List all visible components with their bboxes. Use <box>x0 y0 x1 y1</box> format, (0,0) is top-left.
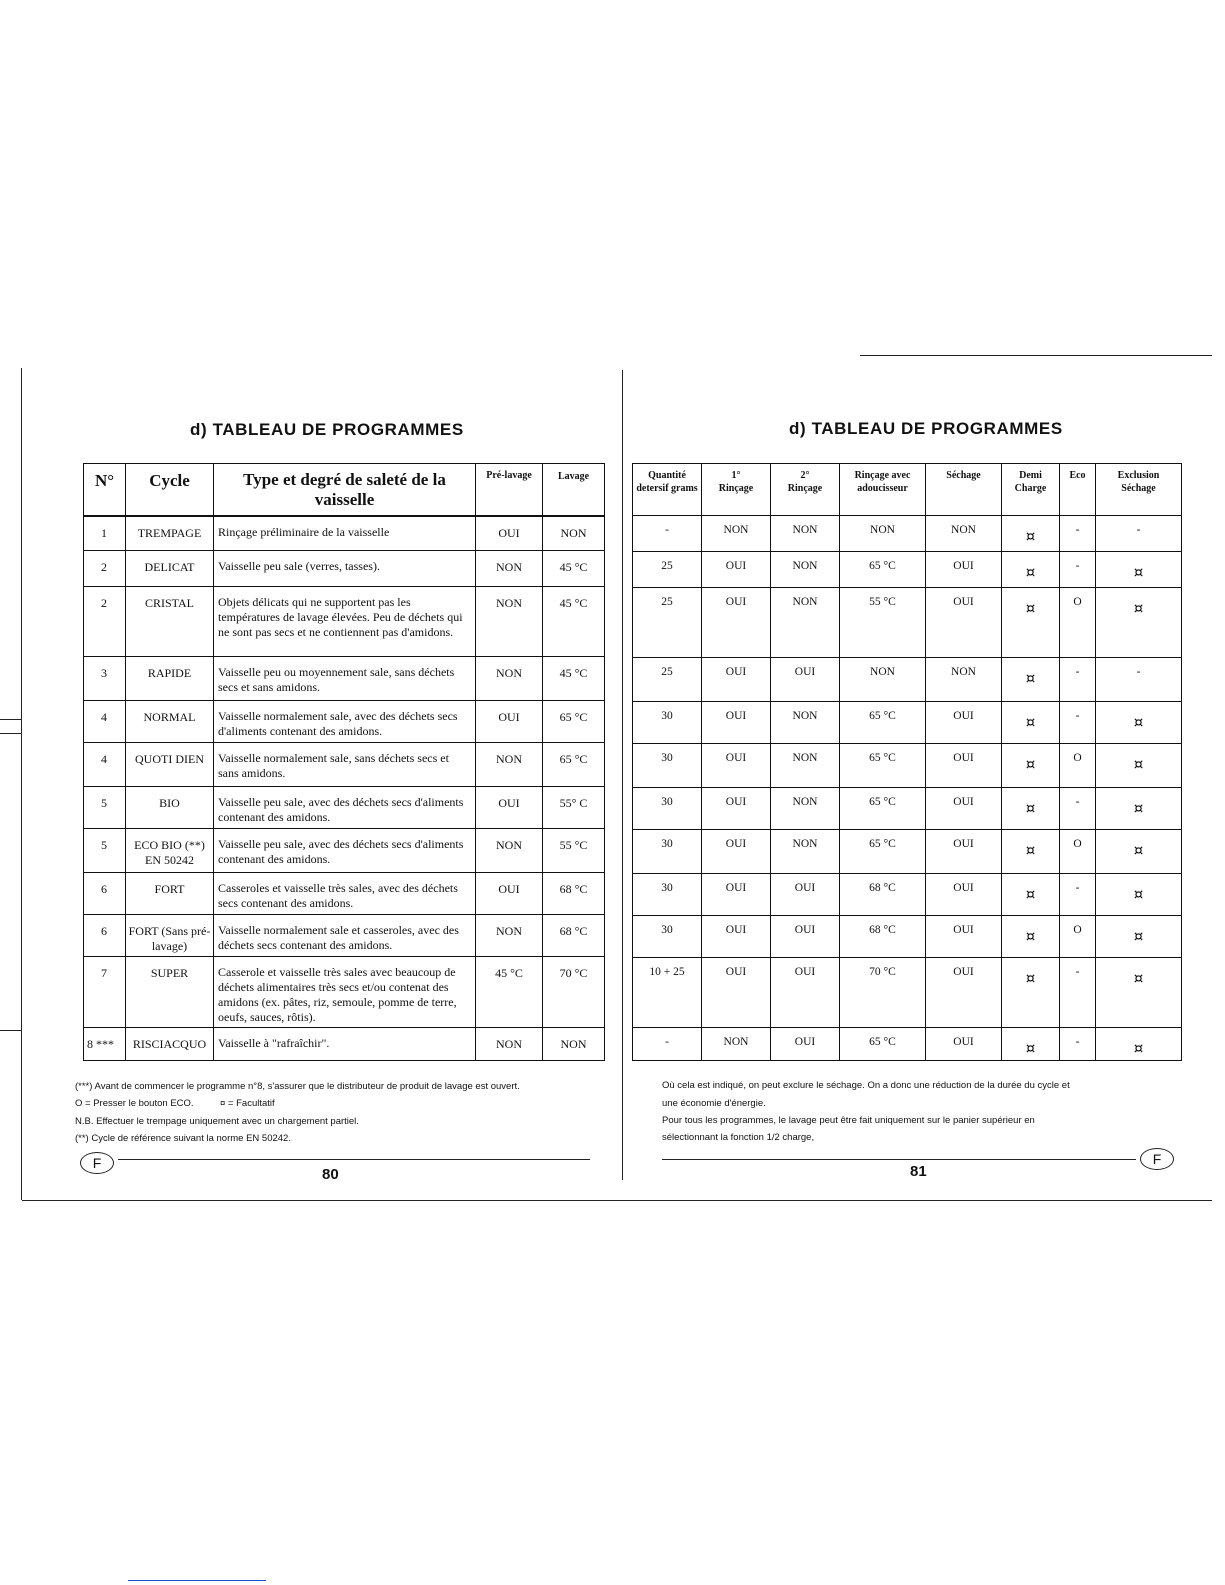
cell-demi-charge: ¤ <box>1002 516 1060 552</box>
right-page-number: 81 <box>910 1163 927 1180</box>
table-row <box>633 702 1182 744</box>
table-row <box>633 516 1182 552</box>
row-number: 4 <box>84 701 126 743</box>
right-program-table <box>632 463 1182 1061</box>
row-cycle: SUPER <box>126 957 214 1028</box>
cell-quantite: - <box>633 1028 702 1061</box>
cell-rincage-1: OUI <box>702 830 771 874</box>
cell-demi-charge: ¤ <box>1002 552 1060 588</box>
cell-rincage-1: OUI <box>702 916 771 958</box>
table-row <box>84 873 605 915</box>
cell-sechage: OUI <box>926 588 1002 658</box>
table-row <box>84 915 605 957</box>
cell-rincage-adoucisseur: 65 °C <box>840 702 926 744</box>
header-cycle: Cycle <box>126 464 214 516</box>
cell-rincage-adoucisseur: 65 °C <box>840 744 926 788</box>
cell-demi-charge: ¤ <box>1002 830 1060 874</box>
cell-demi-charge: ¤ <box>1002 874 1060 916</box>
cell-rincage-adoucisseur: 55 °C <box>840 588 926 658</box>
row-cycle: CRISTAL <box>126 587 214 657</box>
row-number: 5 <box>84 829 126 873</box>
row-prelavage: OUI <box>476 873 543 915</box>
row-cycle: TREMPAGE <box>126 516 214 551</box>
cell-rincage-2: NON <box>771 516 840 552</box>
left-note-4: (**) Cycle de référence suivant la norme EN 50242. <box>75 1133 291 1144</box>
row-lavage: 68 °C <box>543 873 605 915</box>
cell-exclusion-sechage: ¤ <box>1096 916 1182 958</box>
left-program-table <box>83 463 605 1061</box>
left-margin-line <box>21 368 22 1200</box>
cell-rincage-2: NON <box>771 744 840 788</box>
cell-exclusion-sechage: ¤ <box>1096 552 1182 588</box>
cell-rincage-1: NON <box>702 516 771 552</box>
cell-demi-charge: ¤ <box>1002 1028 1060 1061</box>
table-row <box>84 957 605 1028</box>
row-lavage: 55 °C <box>543 829 605 873</box>
cell-sechage: OUI <box>926 702 1002 744</box>
cell-sechage: OUI <box>926 958 1002 1028</box>
cell-rincage-1: OUI <box>702 552 771 588</box>
row-cycle: RISCIACQUO <box>126 1028 214 1061</box>
cell-demi-charge: ¤ <box>1002 744 1060 788</box>
right-footer-rule <box>662 1159 1136 1160</box>
row-prelavage: NON <box>476 551 543 587</box>
cell-rincage-adoucisseur: 70 °C <box>840 958 926 1028</box>
table-row <box>633 958 1182 1028</box>
row-cycle: RAPIDE <box>126 657 214 701</box>
header-type: Type et degré de saleté de la vaisselle <box>214 464 476 516</box>
table-row <box>633 1028 1182 1061</box>
right-page-title: d) TABLEAU DE PROGRAMMES <box>789 419 1063 438</box>
table-row <box>633 658 1182 702</box>
cell-rincage-2: OUI <box>771 874 840 916</box>
row-type-description: Vaisselle normalement sale et casseroles, avec des déchets secs contenant des amidons. <box>214 915 476 957</box>
row-number: 5 <box>84 787 126 829</box>
cell-eco: - <box>1060 1028 1096 1061</box>
cell-eco: O <box>1060 588 1096 658</box>
row-prelavage: OUI <box>476 787 543 829</box>
left-tick-2 <box>0 733 21 734</box>
cell-exclusion-sechage: ¤ <box>1096 702 1182 744</box>
cell-sechage: OUI <box>926 916 1002 958</box>
right-note-2: une économie d'énergie. <box>662 1098 766 1109</box>
cell-rincage-2: OUI <box>771 916 840 958</box>
top-rule <box>860 355 1212 356</box>
table-row <box>633 788 1182 830</box>
row-lavage: 45 °C <box>543 657 605 701</box>
header-eco: Eco <box>1060 464 1096 516</box>
row-number: 7 <box>84 957 126 1028</box>
table-row <box>633 552 1182 588</box>
cell-sechage: OUI <box>926 874 1002 916</box>
cell-rincage-1: OUI <box>702 658 771 702</box>
cell-quantite: - <box>633 516 702 552</box>
cell-demi-charge: ¤ <box>1002 916 1060 958</box>
row-lavage: 45 °C <box>543 587 605 657</box>
cell-eco: O <box>1060 744 1096 788</box>
table-row <box>84 587 605 657</box>
cell-demi-charge: ¤ <box>1002 958 1060 1028</box>
table-row <box>84 657 605 701</box>
cell-rincage-2: NON <box>771 552 840 588</box>
cell-demi-charge: ¤ <box>1002 702 1060 744</box>
table-row <box>84 787 605 829</box>
row-cycle: QUOTI DIEN <box>126 743 214 787</box>
row-lavage: 70 °C <box>543 957 605 1028</box>
cell-sechage: OUI <box>926 830 1002 874</box>
row-prelavage: NON <box>476 657 543 701</box>
row-lavage: 65 °C <box>543 743 605 787</box>
row-cycle: FORT (Sans pré-lavage) <box>126 915 214 957</box>
right-note-1: Où cela est indiqué, on peut exclure le séchage. On a donc une réduction de la durée du cycle et <box>662 1080 1070 1091</box>
header-quantite: Quantité detersif grams <box>633 464 702 516</box>
cell-sechage: OUI <box>926 788 1002 830</box>
cell-rincage-1: NON <box>702 1028 771 1061</box>
table-row <box>633 588 1182 658</box>
row-prelavage: NON <box>476 829 543 873</box>
row-cycle: BIO <box>126 787 214 829</box>
cell-exclusion-sechage: - <box>1096 658 1182 702</box>
cell-quantite: 30 <box>633 702 702 744</box>
right-note-4: sélectionnant la fonction 1/2 charge, <box>662 1132 815 1143</box>
left-page-number: 80 <box>322 1166 339 1183</box>
cell-demi-charge: ¤ <box>1002 588 1060 658</box>
row-cycle: NORMAL <box>126 701 214 743</box>
cell-exclusion-sechage: ¤ <box>1096 830 1182 874</box>
cell-rincage-adoucisseur: 65 °C <box>840 830 926 874</box>
right-note-3: Pour tous les programmes, le lavage peut être fait uniquement sur le panier supérieur en <box>662 1115 1035 1126</box>
row-number: 6 <box>84 873 126 915</box>
row-type-description: Vaisselle peu ou moyennement sale, sans déchets secs et sans amidons. <box>214 657 476 701</box>
table-row <box>84 829 605 873</box>
cell-rincage-adoucisseur: 68 °C <box>840 916 926 958</box>
cell-exclusion-sechage: ¤ <box>1096 788 1182 830</box>
row-prelavage: NON <box>476 587 543 657</box>
cell-eco: - <box>1060 552 1096 588</box>
cell-rincage-adoucisseur: 68 °C <box>840 874 926 916</box>
table-row <box>84 743 605 787</box>
header-rincage-1: 1° Rinçage <box>702 464 771 516</box>
row-prelavage: 45 °C <box>476 957 543 1028</box>
cell-eco: - <box>1060 702 1096 744</box>
row-number: 1 <box>84 516 126 551</box>
center-fold-line <box>622 370 623 1180</box>
row-type-description: Objets délicats qui ne supportent pas les températures de lavage élevées. Peu de déchets qui ne sont pas secs et ne contiennent pas d'amidons. <box>214 587 476 657</box>
cell-rincage-1: OUI <box>702 874 771 916</box>
cell-sechage: NON <box>926 658 1002 702</box>
cell-rincage-1: OUI <box>702 702 771 744</box>
cell-quantite: 25 <box>633 552 702 588</box>
table-row <box>84 551 605 587</box>
header-rincage-2: 2° Rinçage <box>771 464 840 516</box>
cell-exclusion-sechage: - <box>1096 516 1182 552</box>
row-type-description: Vaisselle peu sale (verres, tasses). <box>214 551 476 587</box>
table-header-row <box>84 464 605 516</box>
cell-exclusion-sechage: ¤ <box>1096 874 1182 916</box>
row-type-description: Vaisselle normalement sale, sans déchets secs et sans amidons. <box>214 743 476 787</box>
row-type-description: Vaisselle normalement sale, avec des déchets secs d'aliments contenant des amidons. <box>214 701 476 743</box>
cell-quantite: 25 <box>633 658 702 702</box>
cell-eco: - <box>1060 658 1096 702</box>
cell-rincage-1: OUI <box>702 788 771 830</box>
cell-quantite: 30 <box>633 788 702 830</box>
row-prelavage: OUI <box>476 701 543 743</box>
row-number: 6 <box>84 915 126 957</box>
left-footer-rule <box>118 1159 590 1160</box>
cell-rincage-2: NON <box>771 588 840 658</box>
header-demi-charge: Demi Charge <box>1002 464 1060 516</box>
left-page-title: d) TABLEAU DE PROGRAMMES <box>190 420 464 439</box>
cell-eco: - <box>1060 788 1096 830</box>
row-lavage: 45 °C <box>543 551 605 587</box>
row-lavage: 55° C <box>543 787 605 829</box>
row-type-description: Vaisselle peu sale, avec des déchets secs d'aliments contenant des amidons. <box>214 829 476 873</box>
cell-quantite: 30 <box>633 830 702 874</box>
cell-sechage: OUI <box>926 1028 1002 1061</box>
cell-quantite: 10 + 25 <box>633 958 702 1028</box>
cell-sechage: NON <box>926 516 1002 552</box>
cell-rincage-adoucisseur: NON <box>840 658 926 702</box>
row-cycle: DELICAT <box>126 551 214 587</box>
header-prelavage: Pré-lavage <box>476 464 543 516</box>
cell-rincage-2: OUI <box>771 958 840 1028</box>
cell-demi-charge: ¤ <box>1002 788 1060 830</box>
cell-exclusion-sechage: ¤ <box>1096 744 1182 788</box>
row-number: 3 <box>84 657 126 701</box>
cell-eco: - <box>1060 874 1096 916</box>
left-tick-3 <box>0 1030 21 1031</box>
cell-quantite: 30 <box>633 874 702 916</box>
row-lavage: 68 °C <box>543 915 605 957</box>
cell-rincage-1: OUI <box>702 958 771 1028</box>
row-prelavage: OUI <box>476 516 543 551</box>
cell-rincage-1: OUI <box>702 588 771 658</box>
table-row <box>84 701 605 743</box>
bottom-edge-line <box>22 1200 1212 1201</box>
row-number: 8 *** <box>84 1028 126 1061</box>
row-prelavage: NON <box>476 743 543 787</box>
header-exclusion-sechage: Exclusion Séchage <box>1096 464 1182 516</box>
cell-exclusion-sechage: ¤ <box>1096 1028 1182 1061</box>
cell-rincage-2: OUI <box>771 1028 840 1061</box>
table-row <box>84 1028 605 1061</box>
cell-rincage-adoucisseur: 65 °C <box>840 788 926 830</box>
language-badge-f-left: F <box>80 1152 114 1174</box>
left-note-1: (***) Avant de commencer le programme n°8, s'assurer que le distributeur de produit de lavage est ouvert. <box>75 1081 520 1092</box>
row-cycle: FORT <box>126 873 214 915</box>
cell-quantite: 25 <box>633 588 702 658</box>
row-type-description: Vaisselle peu sale, avec des déchets secs d'aliments contenant des amidons. <box>214 787 476 829</box>
header-lavage: Lavage <box>543 464 605 516</box>
row-prelavage: NON <box>476 1028 543 1061</box>
header-no: N° <box>84 464 126 516</box>
cell-eco: - <box>1060 516 1096 552</box>
cell-quantite: 30 <box>633 916 702 958</box>
row-type-description: Casserole et vaisselle très sales avec beaucoup de déchets alimentaires très secs et/ou contenat des amidons (ex. pâtes, riz, semoule, pomme de terre, oeufs, sauces, rôtis). <box>214 957 476 1028</box>
table-row <box>633 916 1182 958</box>
cell-eco: - <box>1060 958 1096 1028</box>
cell-rincage-2: OUI <box>771 658 840 702</box>
table-row <box>633 874 1182 916</box>
cell-rincage-2: NON <box>771 830 840 874</box>
cell-rincage-adoucisseur: NON <box>840 516 926 552</box>
header-rincage-adoucisseur: Rinçage avec adoucisseur <box>840 464 926 516</box>
row-type-description: Rinçage préliminaire de la vaisselle <box>214 516 476 551</box>
bottom-underline <box>128 1580 266 1581</box>
cell-quantite: 30 <box>633 744 702 788</box>
left-note-2: O = Presser le bouton ECO. <box>75 1098 194 1109</box>
cell-exclusion-sechage: ¤ <box>1096 958 1182 1028</box>
cell-eco: O <box>1060 916 1096 958</box>
row-prelavage: NON <box>476 915 543 957</box>
row-lavage: 65 °C <box>543 701 605 743</box>
table-header-row <box>633 464 1182 516</box>
left-tick-1 <box>0 719 21 720</box>
cell-sechage: OUI <box>926 744 1002 788</box>
table-row <box>633 830 1182 874</box>
left-note-3: N.B. Effectuer le trempage uniquement avec un chargement partiel. <box>75 1116 359 1127</box>
cell-sechage: OUI <box>926 552 1002 588</box>
cell-rincage-adoucisseur: 65 °C <box>840 1028 926 1061</box>
cell-rincage-1: OUI <box>702 744 771 788</box>
row-number: 4 <box>84 743 126 787</box>
cell-demi-charge: ¤ <box>1002 658 1060 702</box>
row-type-description: Vaisselle à "rafraîchir". <box>214 1028 476 1061</box>
table-row <box>84 516 605 551</box>
row-number: 2 <box>84 551 126 587</box>
left-note-facultatif: ¤ = Facultatif <box>220 1098 275 1109</box>
row-cycle: ECO BIO (**) EN 50242 <box>126 829 214 873</box>
row-lavage: NON <box>543 516 605 551</box>
cell-eco: O <box>1060 830 1096 874</box>
row-number: 2 <box>84 587 126 657</box>
cell-rincage-2: NON <box>771 702 840 744</box>
row-lavage: NON <box>543 1028 605 1061</box>
table-row <box>633 744 1182 788</box>
cell-rincage-adoucisseur: 65 °C <box>840 552 926 588</box>
language-badge-f-right: F <box>1140 1148 1174 1170</box>
header-sechage: Séchage <box>926 464 1002 516</box>
cell-rincage-2: NON <box>771 788 840 830</box>
row-type-description: Casseroles et vaisselle très sales, avec des déchets secs contenant des amidons. <box>214 873 476 915</box>
cell-exclusion-sechage: ¤ <box>1096 588 1182 658</box>
